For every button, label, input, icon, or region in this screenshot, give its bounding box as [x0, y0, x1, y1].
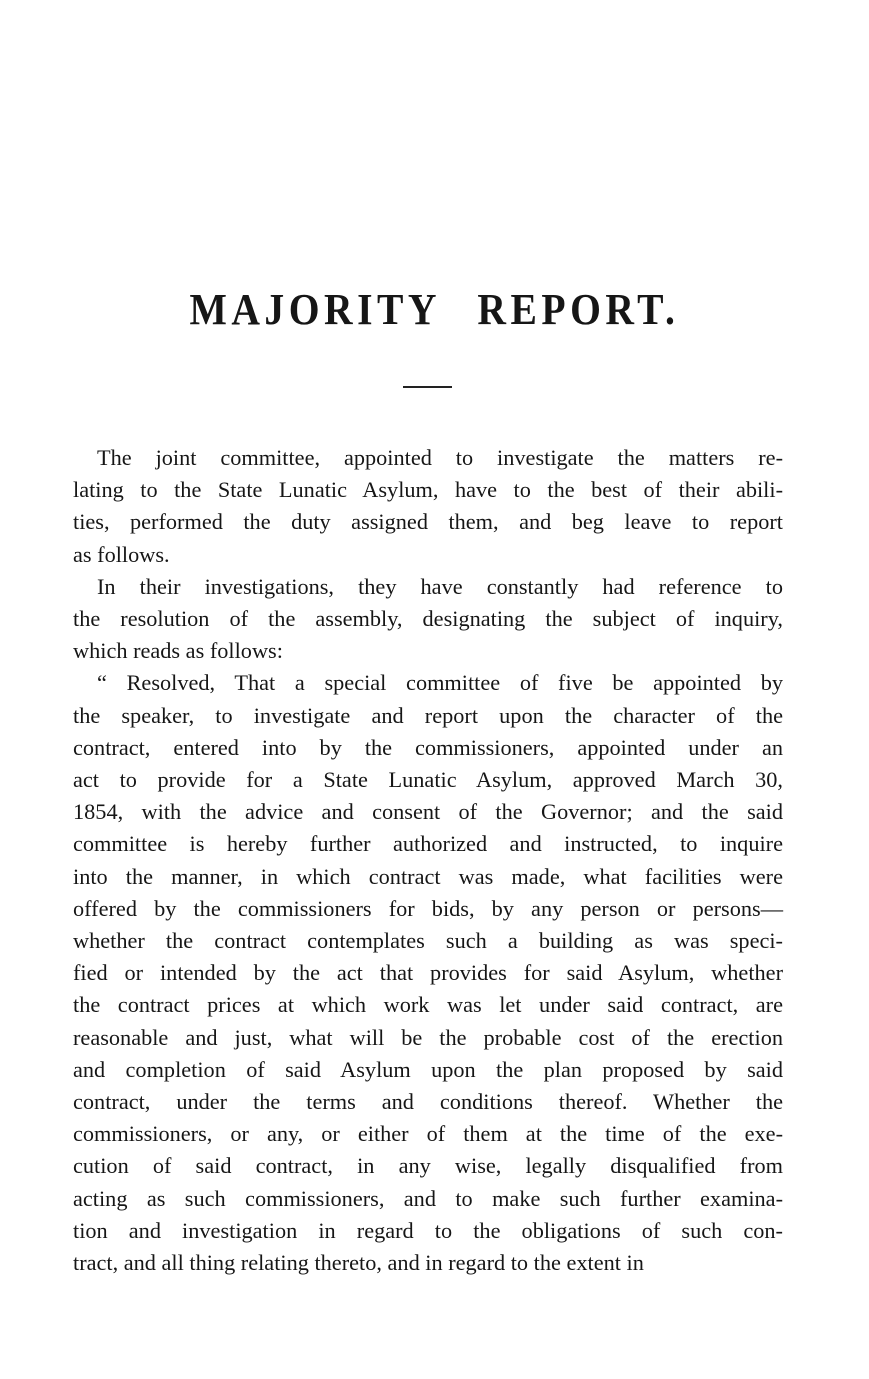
text-line: reasonable and just, what will be the probable cost of the erection [73, 1024, 783, 1050]
text-line: tract, and all thing relating thereto, and in regard to the extent in [73, 1250, 644, 1276]
paragraph [73, 571, 783, 668]
title-rule [403, 386, 452, 388]
text-line: lating to the State Lunatic Asylum, have to the best of their abili- [73, 477, 783, 503]
text-line: The joint committee, appointed to investigate the matters re- [97, 445, 783, 470]
text-line: acting as such commissioners, and to make such further examina- [73, 1185, 783, 1211]
text-line: act to provide for a State Lunatic Asylum, approved March 30, [73, 767, 783, 793]
text-line: contract, entered into by the commissioners, appointed under an [73, 734, 783, 760]
text-line: as follows. [73, 541, 170, 567]
text-line: offered by the commissioners for bids, by any person or persons— [73, 895, 783, 921]
text-line: which reads as follows: [73, 638, 283, 664]
text-line: the resolution of the assembly, designating the subject of inquiry, [73, 606, 783, 632]
text-line: cution of said contract, in any wise, legally disqualified from [73, 1153, 783, 1179]
text-line: tion and investigation in regard to the obligations of such con- [73, 1217, 783, 1243]
text-line: commissioners, or any, or either of them at the time of the exe- [73, 1121, 783, 1147]
page-title: MAJORITY REPORT. [189, 285, 680, 334]
text-line: whether the contract contemplates such a building as was speci- [73, 928, 783, 954]
text-line: fied or intended by the act that provides for said Asylum, whether [73, 960, 783, 986]
text-line: “ Resolved, That a special committee of five be appointed by [97, 670, 783, 696]
text-line: the speaker, to investigate and report upon the character of the [73, 702, 783, 728]
text-line: into the manner, in which contract was made, what facilities were [73, 863, 783, 889]
text-line: contract, under the terms and conditions thereof. Whether the [73, 1089, 783, 1115]
paragraph [73, 442, 783, 571]
text-line: 1854, with the advice and consent of the Governor; and the said [73, 799, 783, 825]
text-line: In their investigations, they have constantly had reference to [97, 573, 783, 599]
text-line: ties, performed the duty assigned them, and beg leave to report [73, 509, 783, 535]
report-body [73, 442, 783, 1279]
text-line: and completion of said Asylum upon the plan proposed by said [73, 1056, 783, 1082]
text-line: committee is hereby further authorized and instructed, to inquire [73, 831, 783, 857]
text-line: the contract prices at which work was let under said contract, are [73, 992, 783, 1018]
paragraph [73, 667, 783, 1279]
